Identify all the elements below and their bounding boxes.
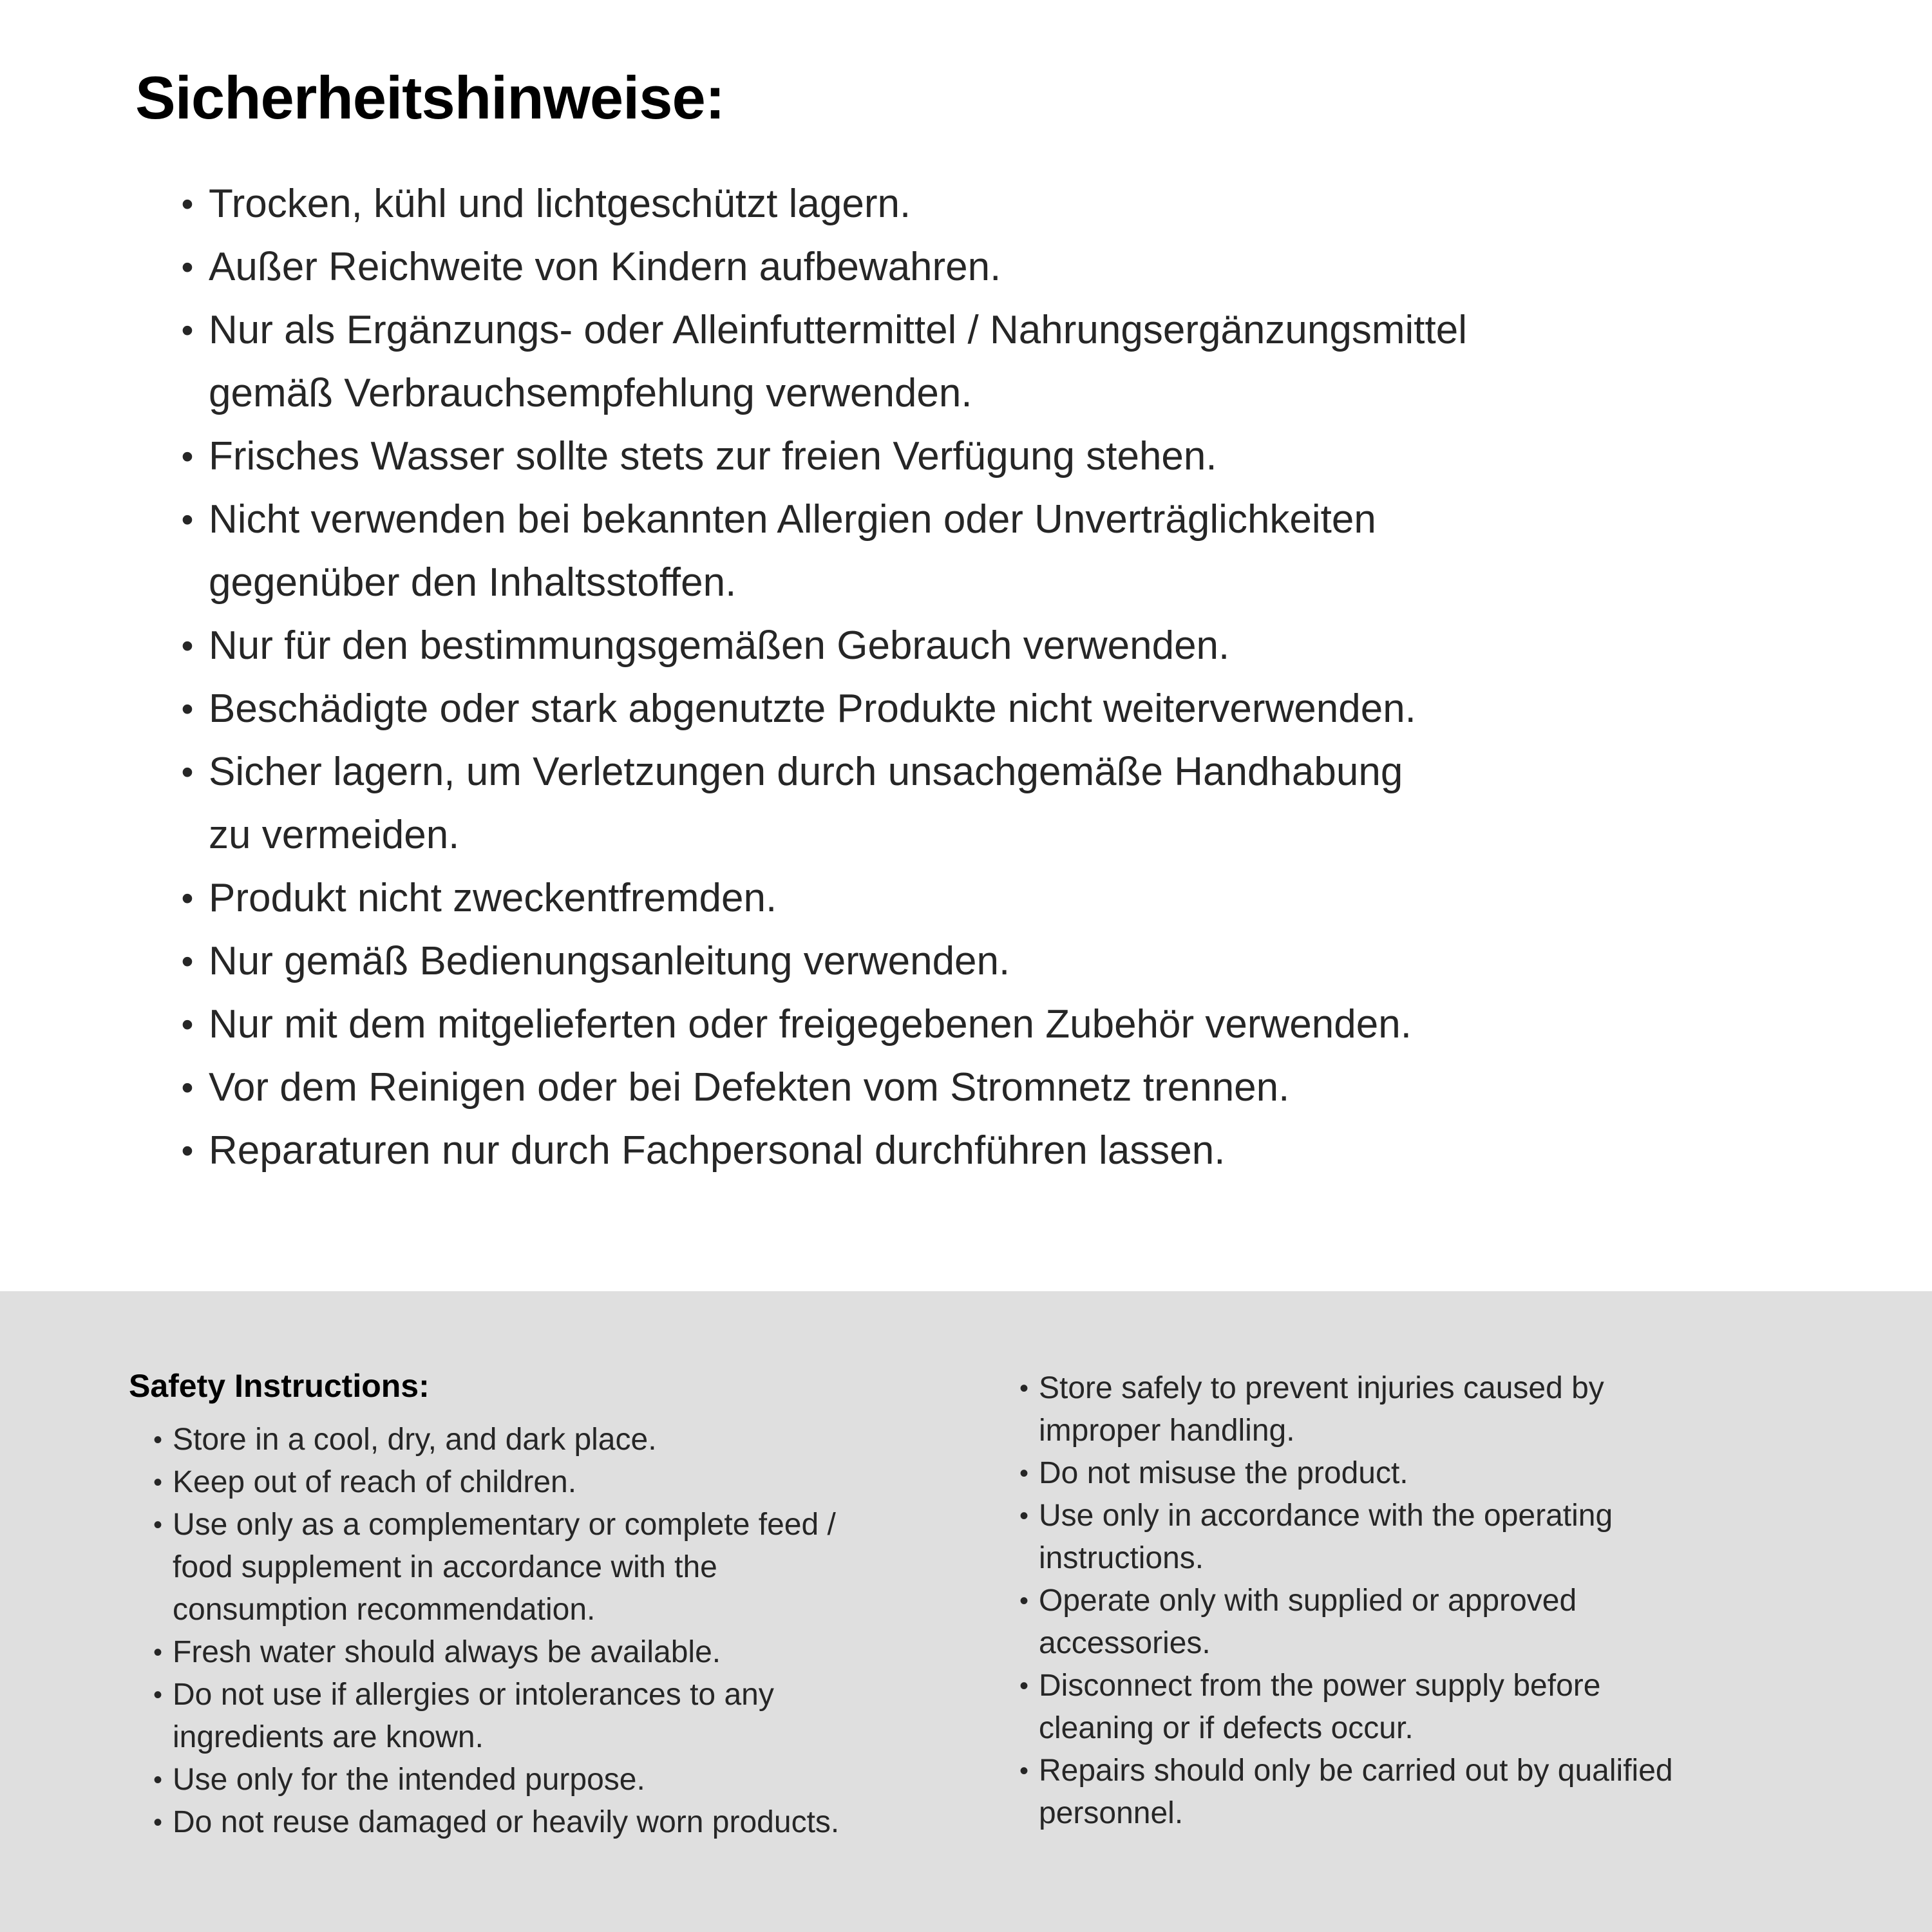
bullet-icon: • [181,690,194,728]
bullet-icon: • [181,311,194,350]
list-item [166,1119,1855,1182]
bullet-line: Beschädigte oder stark abgenutzte Produkte nicht weiterverwenden. [209,687,1416,731]
list-item-text [209,425,1855,488]
list-item-text [209,930,1855,993]
bullet-line: Use only in accordance with the operating [1039,1499,1613,1533]
bullet-line: ingredients are known. [173,1720,484,1754]
bullet-icon: • [1019,1587,1028,1615]
bullet-line: Produkt nicht zweckentfremden. [209,876,777,920]
bullet-line: Keep out of reach of children. [173,1465,577,1499]
bullet-line: Nur als Ergänzungs- oder Alleinfuttermittel / Nahrungsergänzungsmittel [209,308,1467,352]
bullet-icon: • [181,942,194,981]
bullet-line: instructions. [1039,1541,1204,1575]
list-item [166,173,1855,236]
list-item-text [1039,1367,1874,1452]
english-left-list [143,1419,995,1844]
list-item-text [209,488,1855,614]
bullet-line: gegenüber den Inhaltsstoffen. [209,560,737,605]
bullet-line: Sicher lagern, um Verletzungen durch unsachgemäße Handhabung [209,750,1403,794]
english-right-column [995,1367,1874,1932]
bullet-line: Do not use if allergies or intolerances to any [173,1678,774,1712]
bullet-line: Store in a cool, dry, and dark place. [173,1423,657,1457]
bullet-line: Vor dem Reinigen oder bei Defekten vom Stromnetz trennen. [209,1065,1290,1110]
bullet-line: improper handling. [1039,1414,1295,1448]
bullet-icon: • [181,753,194,791]
list-item-text [173,1631,995,1674]
list-item [1009,1580,1874,1665]
bullet-icon: • [153,1511,162,1539]
list-item [166,614,1855,677]
list-item [143,1461,995,1504]
bullet-line: Nur für den bestimmungsgemäßen Gebrauch verwenden. [209,623,1230,668]
english-right-list [1009,1367,1874,1835]
list-item-text [209,1119,1855,1182]
list-item-text [173,1801,995,1844]
bullet-icon: • [153,1808,162,1837]
bullet-line: Repairs should only be carried out by qualified [1039,1754,1673,1788]
bullet-icon: • [153,1766,162,1794]
list-item [1009,1665,1874,1750]
english-section [0,1291,1932,1932]
list-item [166,1056,1855,1119]
list-item-text [1039,1750,1874,1835]
german-safety-list [166,173,1855,1182]
list-item-text [209,741,1855,867]
bullet-line: Nicht verwenden bei bekannten Allergien oder Unverträglichkeiten [209,497,1376,542]
bullet-icon: • [1019,1502,1028,1530]
bullet-icon: • [1019,1459,1028,1488]
list-item [143,1674,995,1759]
bullet-line: Nur mit dem mitgelieferten oder freigegebenen Zubehör verwenden. [209,1002,1412,1046]
list-item-text [173,1419,995,1461]
bullet-line: Frisches Wasser sollte stets zur freien Verfügung stehen. [209,434,1217,478]
list-item-text [173,1759,995,1801]
list-item-text [209,677,1855,741]
bullet-line: food supplement in accordance with the [173,1550,717,1584]
list-item [166,930,1855,993]
list-item-text [209,1056,1855,1119]
list-item [1009,1452,1874,1495]
list-item [166,425,1855,488]
bullet-icon: • [181,185,194,223]
bullet-icon: • [153,1468,162,1497]
bullet-icon: • [181,1068,194,1107]
list-item [166,236,1855,299]
list-item-text [209,993,1855,1056]
bullet-line: gemäß Verbrauchsempfehlung verwenden. [209,371,972,415]
list-item [143,1759,995,1801]
bullet-icon: • [153,1681,162,1709]
bullet-line: Store safely to prevent injuries caused by [1039,1371,1604,1405]
bullet-line: personnel. [1039,1796,1184,1830]
bullet-line: Trocken, kühl und lichtgeschützt lagern. [209,182,911,226]
bullet-line: Disconnect from the power supply before [1039,1669,1601,1703]
list-item [166,677,1855,741]
bullet-icon: • [153,1426,162,1454]
bullet-icon: • [153,1638,162,1667]
bullet-line: accessories. [1039,1626,1211,1660]
list-item-text [173,1504,995,1631]
list-item [166,488,1855,614]
bullet-line: Do not misuse the product. [1039,1456,1408,1490]
list-item [1009,1750,1874,1835]
list-item-text [173,1674,995,1759]
bullet-line: Fresh water should always be available. [173,1635,721,1669]
english-left-column [129,1367,995,1932]
bullet-line: Außer Reichweite von Kindern aufbewahren. [209,245,1001,289]
list-item [166,867,1855,930]
bullet-line: Use only as a complementary or complete feed / [173,1508,836,1542]
bullet-icon: • [181,627,194,665]
list-item-text [1039,1665,1874,1750]
bullet-line: Operate only with supplied or approved [1039,1584,1577,1618]
bullet-icon: • [181,879,194,918]
list-item [143,1801,995,1844]
bullet-line: Do not reuse damaged or heavily worn products. [173,1805,840,1839]
bullet-line: Reparaturen nur durch Fachpersonal durchführen lassen. [209,1128,1226,1173]
list-item-text [173,1461,995,1504]
list-item [1009,1367,1874,1452]
bullet-icon: • [1019,1672,1028,1700]
bullet-line: cleaning or if defects occur. [1039,1711,1414,1745]
list-item-text [209,614,1855,677]
list-item-text [1039,1495,1874,1580]
list-item-text [1039,1580,1874,1665]
list-item [166,741,1855,867]
bullet-line: consumption recommendation. [173,1593,596,1627]
english-heading: Safety Instructions: [129,1368,430,1404]
list-item-text [209,236,1855,299]
list-item [143,1631,995,1674]
bullet-icon: • [181,1005,194,1044]
bullet-icon: • [1019,1374,1028,1403]
bullet-icon: • [181,437,194,476]
list-item-text [209,173,1855,236]
bullet-icon: • [181,1132,194,1170]
bullet-icon: • [181,248,194,287]
bullet-line: Nur gemäß Bedienungsanleitung verwenden. [209,939,1010,983]
bullet-icon: • [1019,1757,1028,1785]
list-item [143,1504,995,1631]
list-item [1009,1495,1874,1580]
list-item-text [209,299,1855,425]
list-item [166,993,1855,1056]
german-heading: Sicherheitshinweise: [135,64,725,131]
bullet-line: Use only for the intended purpose. [173,1763,645,1797]
list-item-text [209,867,1855,930]
bullet-icon: • [181,500,194,539]
list-item-text [1039,1452,1874,1495]
list-item [143,1419,995,1461]
bullet-line: zu vermeiden. [209,813,460,857]
list-item [166,299,1855,425]
